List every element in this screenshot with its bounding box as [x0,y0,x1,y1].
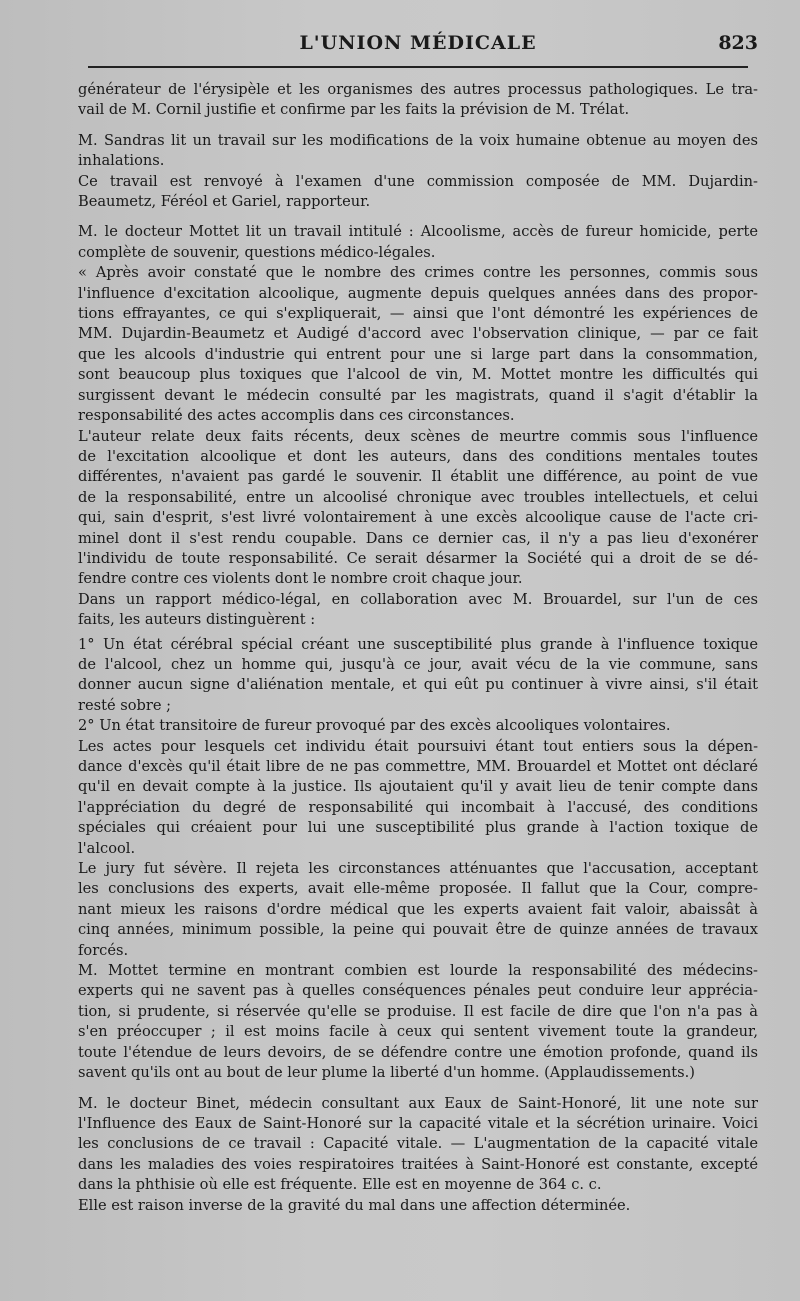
text-line: Ce travail est renvoyé à l'examen d'une commission composée de MM. Dujardin- [78,172,758,190]
text-line: les conclusions de ce travail : Capacité vitale. — L'augmentation de la capacité vitale [78,1135,758,1153]
text-line: Dans un rapport médico-légal, en collaboration avec M. Brouardel, sur l'un de ces [78,590,758,608]
text-line: l'Influence des Eaux de Saint-Honoré sur la capacité vitale et la sécrétion urinaire. Voici [78,1114,758,1132]
paragraph [78,80,758,121]
page-number: 823 [718,32,758,54]
text-line: responsabilité des actes accomplis dans ces circonstances. [78,407,515,425]
text-line: cinq années, minimum possible, la peine qui pouvait être de quinze années de travaux [78,921,758,939]
paragraph [78,427,758,590]
text-line: qui, sain d'esprit, s'est livré volontairement à une excès alcoolique cause de l'acte cri- [78,509,758,527]
text-line: différentes, n'avaient pas gardé le souvenir. Il établit une différence, au point de vue [78,468,758,486]
text-line: savent qu'ils ont au bout de leur plume la liberté d'un homme. (Applaudissements.) [78,1064,695,1082]
text-line: complète de souvenir, questions médico-légales. [78,243,436,261]
text-line: qu'il en devait compte à la justice. Ils ajoutaient qu'il y avait lieu de tenir compte dans [78,778,758,796]
text-line: dance d'excès qu'il était libre de ne pas commettre, MM. Brouardel et Mottet ont déclaré [78,758,758,775]
text-line: L'auteur relate deux faits récents, deux scènes de meurtre commis sous l'influence [78,427,758,445]
text-line: l'influence d'excitation alcoolique, augmente depuis quelques années dans des propor- [78,284,758,302]
text-line: 1° Un état cérébral spécial créant une susceptibilité plus grande à l'influence toxique [78,635,758,653]
text-line: tions effrayantes, ce qui s'expliquerait, — ainsi que l'ont démontré les expériences de [78,305,758,323]
text-line: toute l'étendue de leurs devoirs, de se défendre contre une émotion profonde, quand ils [78,1043,758,1061]
paragraph [78,590,758,631]
text-line: les conclusions des experts, avait elle-même proposée. Il fallut que la Cour, compre- [78,880,758,898]
text-line: inhalations. [78,152,165,170]
text-line: de la responsabilité, entre un alcoolisé chronique avec troubles intellectuels, et celui [78,488,758,506]
text-line: que les alcools d'industrie qui entrent pour une si large part dans la consommation, [78,345,758,363]
text-line: Les actes pour lesquels cet individu était poursuivi étant tout entiers sous la dépen- [78,737,758,755]
text-line: dans la phthisie où elle est fréquente. Elle est en moyenne de 364 c. c. [78,1176,602,1194]
text-line: faits, les auteurs distinguèrent : [78,611,316,629]
text-line: M. Mottet termine en montrant combien est lourde la responsabilité des médecins- [78,962,758,980]
text-line: resté sobre ; [78,696,172,714]
text-line: minel dont il s'est rendu coupable. Dans ce dernier cas, il n'y a pas lieu d'exonérer [78,529,758,547]
text-line: 2° Un état transitoire de fureur provoqué par des excès alcooliques volontaires. [78,717,671,735]
document-body [78,80,758,1216]
paragraph-spacer [78,212,758,222]
text-line: Elle est raison inverse de la gravité du mal dans une affection déterminée. [78,1196,631,1214]
text-line: l'alcool. [78,839,136,857]
text-line: M. le docteur Binet, médecin consultant aux Eaux de Saint-Honoré, lit une note sur [78,1094,758,1112]
paragraph [78,961,758,1083]
text-line: M. Sandras lit un travail sur les modifications de la voix humaine obtenue au moyen des [78,131,758,149]
running-title: L'UNION MÉDICALE [299,32,537,54]
paragraph-spacer [78,121,758,131]
paragraph [78,737,758,859]
paragraph [78,263,758,426]
text-line: de l'excitation alcoolique et dont les auteurs, dans des conditions mentales toutes [78,447,758,465]
text-line: MM. Dujardin-Beaumetz et Audigé d'accord avec l'observation clinique, — par ce fait [78,325,758,343]
paragraph [78,222,758,263]
text-line: surgissent devant le médecin consulté par les magistrats, quand il s'agit d'établir la [78,386,758,404]
text-line: « Après avoir constaté que le nombre des crimes contre les personnes, commis sous [78,264,758,282]
text-line: spéciales qui créaient pour lui une susceptibilité plus grande à l'action toxique de [78,819,758,837]
paragraph [78,1094,758,1196]
header-rule [88,66,748,68]
paragraph [78,859,758,961]
text-line: tion, si prudente, si réservée qu'elle se produise. Il est facile de dire que l'on n'a pas à [78,1002,758,1020]
paragraph [78,1196,758,1216]
text-line: Le jury fut sévère. Il rejeta les circonstances atténuantes que l'accusation, acceptant [78,860,758,878]
paragraph [78,635,758,717]
text-line: Beaumetz, Féréol et Gariel, rapporteur. [78,193,371,211]
text-line: dans les maladies des voies respiratoires traitées à Saint-Honoré est constante, excepté [78,1155,758,1173]
text-line: l'individu de toute responsabilité. Ce serait désarmer la Société qui a droit de se dé- [78,549,758,567]
paragraph [78,716,758,736]
text-line: vail de M. Cornil justifie et confirme par les faits la prévision de M. Trélat. [78,101,630,119]
text-line: fendre contre ces violents dont le nombre croit chaque jour. [78,570,523,588]
text-line: s'en préoccuper ; il est moins facile à ceux qui sentent vivement toute la grandeur, [78,1023,758,1041]
text-line: générateur de l'érysipèle et les organismes des autres processus pathologiques. Le tra- [78,81,758,98]
text-line: l'appréciation du degré de responsabilité qui incombait à l'accusé, des conditions [78,798,758,816]
text-line: nant mieux les raisons d'ordre médical que les experts avaient fait valoir, abaissât à [78,900,758,918]
text-line: experts qui ne savent pas à quelles conséquences pénales peut conduire leur apprécia- [78,982,758,1000]
text-line: de l'alcool, chez un homme qui, jusqu'à ce jour, avait vécu de la vie commune, sans [78,655,758,673]
paragraph [78,172,758,213]
text-line: donner aucun signe d'aliénation mentale, et qui eût pu continuer à vivre ainsi, s'il était [78,676,758,694]
text-line: M. le docteur Mottet lit un travail intitulé : Alcoolisme, accès de fureur homicide, perte [78,223,758,241]
paragraph [78,131,758,172]
text-line: sont beaucoup plus toxiques que l'alcool de vin, M. Mottet montre les difficultés qui [78,366,758,384]
paragraph-spacer [78,1084,758,1094]
page-header [78,32,758,62]
text-line: forcés. [78,941,129,959]
